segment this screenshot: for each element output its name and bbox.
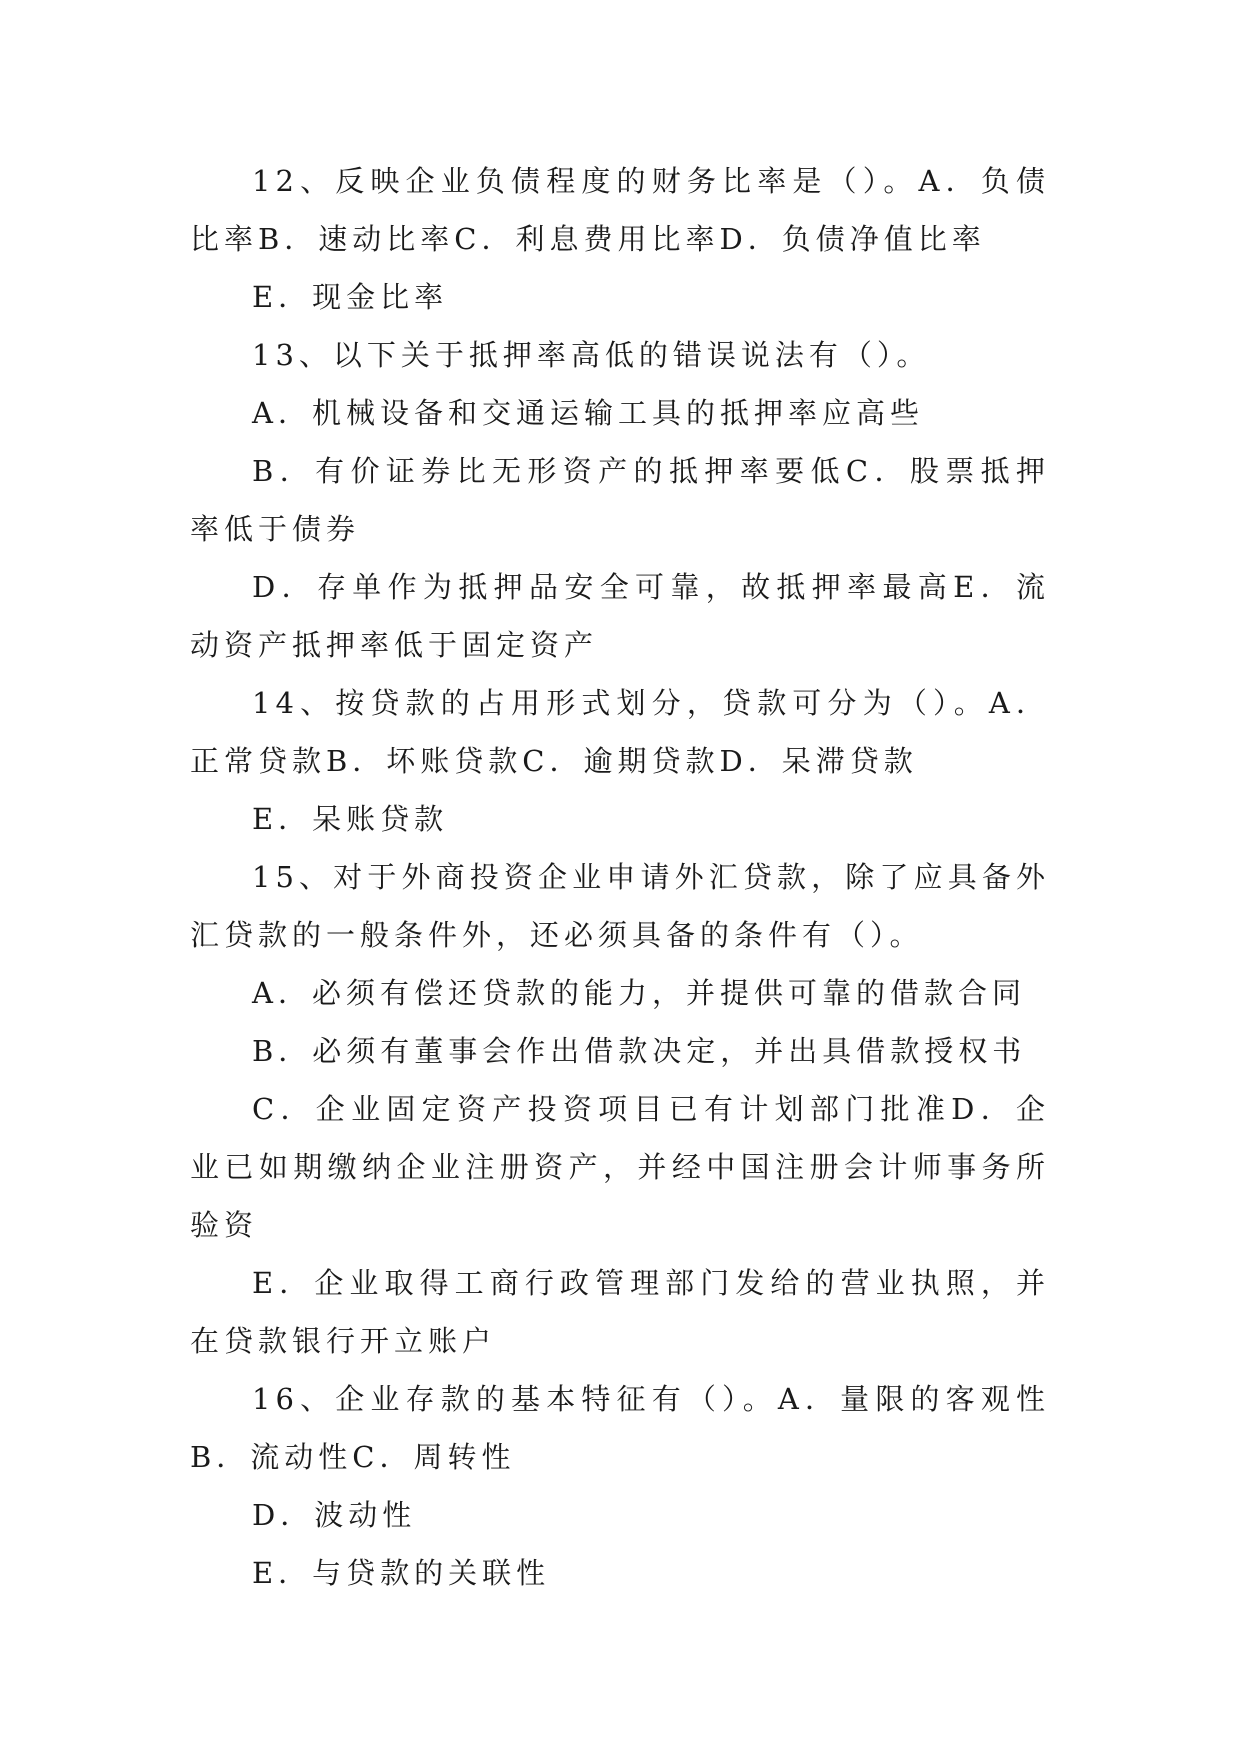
question-16-option-d: D．波动性	[252, 1498, 417, 1532]
question-12-text: 12、反映企业负债程度的财务比率是（）。A．负债比率B．速动比率C．利息费用比率D．负债净值比率	[190, 164, 1050, 256]
document-body	[190, 152, 1050, 1602]
question-15-option-a: A．必须有偿还贷款的能力，并提供可靠的借款合同	[252, 976, 1026, 1010]
question-15-text: 15、对于外商投资企业申请外汇贷款，除了应具备外汇贷款的一般条件外，还必须具备的条件有（）。	[190, 860, 1050, 952]
question-16-option-e: E．与贷款的关联性	[252, 1556, 551, 1590]
question-13-text: 13、以下关于抵押率高低的错误说法有（）。	[252, 338, 931, 372]
question-14-option-e: E．呆账贷款	[252, 802, 449, 836]
question-13-option-a: A．机械设备和交通运输工具的抵押率应高些	[252, 396, 924, 430]
question-13-option-d-e: D．存单作为抵押品安全可靠，故抵押率最高E．流动资产抵押率低于固定资产	[190, 570, 1050, 662]
question-15-option-b: B．必须有董事会作出借款决定，并出具借款授权书	[252, 1034, 1027, 1068]
question-15-option-c-d: C．企业固定资产投资项目已有计划部门批准D．企业已如期缴纳企业注册资产，并经中国注册会计师事务所验资	[190, 1092, 1050, 1242]
question-15-option-e: E．企业取得工商行政管理部门发给的营业执照，并在贷款银行开立账户	[190, 1266, 1050, 1358]
question-16-text: 16、企业存款的基本特征有（）。A．量限的客观性B．流动性C．周转性	[190, 1382, 1050, 1474]
question-13-option-b-c: B．有价证券比无形资产的抵押率要低C．股票抵押率低于债券	[190, 454, 1050, 546]
question-14-text: 14、按贷款的占用形式划分，贷款可分为（）。A．正常贷款B．坏账贷款C．逾期贷款D．呆滞贷款	[190, 686, 1050, 778]
question-12-option-e: E．现金比率	[252, 280, 449, 314]
